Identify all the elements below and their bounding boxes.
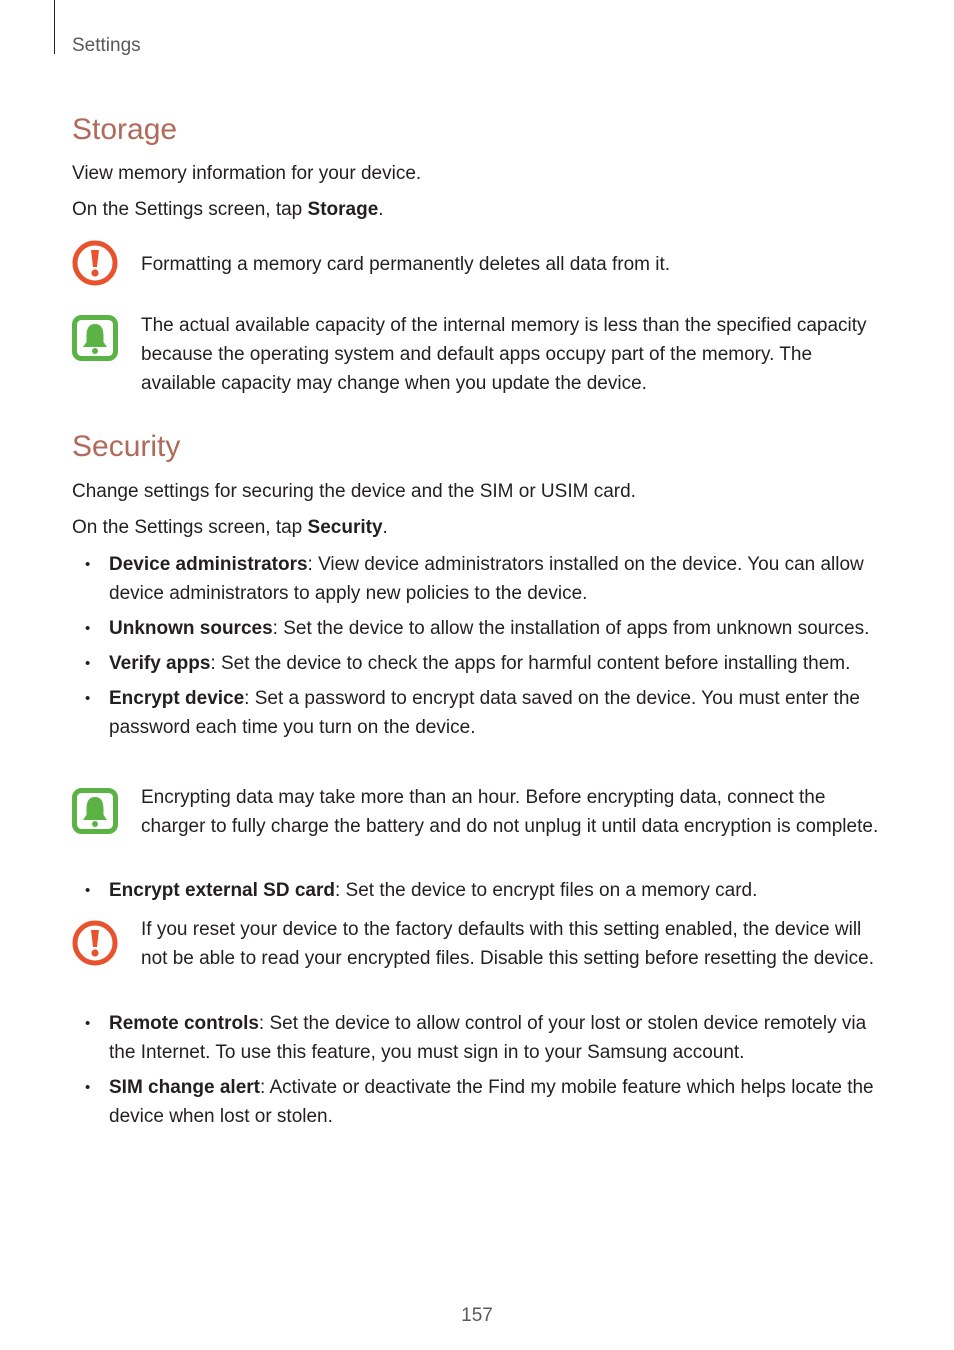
list-item: • Encrypt external SD card: Set the device to encrypt files on a memory card.: [85, 880, 758, 901]
storage-tap-instruction: On the Settings screen, tap Storage.: [72, 199, 384, 220]
list-item: • Remote controls: Set the device to allow control of your lost or stolen device remotely via the Internet. To use this feature, you must sign in to your Samsung account.: [85, 1013, 867, 1063]
encrypt-note-text: Encrypting data may take more than an hour. Before encrypting data, connect the charger to fully charge the battery and do not unplug it until data encryption is complete.: [141, 787, 879, 837]
list-item: • Encrypt device: Set a password to encrypt data saved on the device. You must enter the password each time you turn on the device.: [85, 688, 860, 738]
header-rule: [54, 0, 55, 54]
security-options-list-cont: [72, 876, 882, 905]
page-number: 157: [461, 1305, 493, 1326]
security-heading: Security: [72, 430, 181, 463]
storage-note-text: The actual available capacity of the internal memory is less than the specified capacity because the operating system and default apps occupy part of the memory. The available capacity may change when you update the device.: [141, 315, 867, 394]
storage-heading: Storage: [72, 113, 178, 146]
list-item: • Device administrators: View device administrators installed on the device. You can allow device administrators to apply new policies to the device.: [85, 554, 864, 604]
storage-intro: View memory information for your device.: [72, 163, 422, 184]
bell-icon: [72, 315, 118, 361]
security-tap-instruction: On the Settings screen, tap Security.: [72, 517, 388, 538]
list-item: • SIM change alert: Activate or deactivate the Find my mobile feature which helps locate the device when lost or stolen.: [85, 1077, 874, 1127]
list-item: • Unknown sources: Set the device to allow the installation of apps from unknown sources.: [85, 618, 870, 639]
security-options-list-end: [72, 1009, 882, 1131]
warning-icon: [72, 240, 118, 286]
list-item: • Verify apps: Set the device to check the apps for harmful content before installing them.: [85, 653, 851, 674]
warning-icon: [72, 920, 118, 966]
bell-icon: [72, 788, 118, 834]
sd-warning-text: If you reset your device to the factory defaults with this setting enabled, the device will not be able to read your encrypted files. Disable this setting before resetting the device.: [141, 919, 874, 969]
security-options-list: [72, 550, 882, 742]
security-intro: Change settings for securing the device and the SIM or USIM card.: [72, 481, 636, 502]
storage-warning-text: Formatting a memory card permanently deletes all data from it.: [141, 254, 671, 275]
section-header: Settings: [72, 35, 141, 56]
